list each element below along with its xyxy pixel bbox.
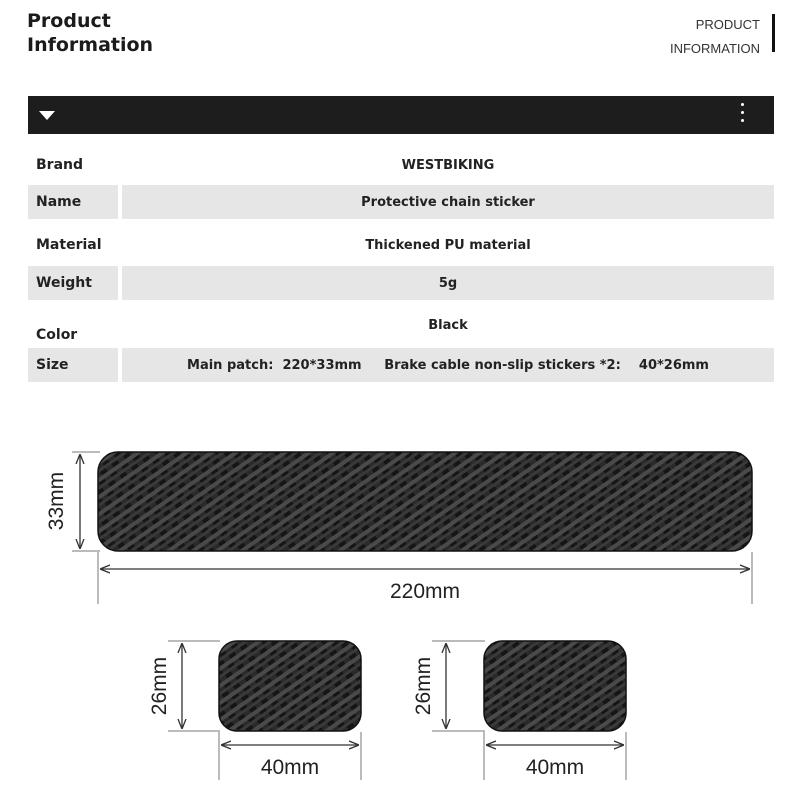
spec-value: Thickened PU material (365, 237, 531, 253)
spec-value: 5g (122, 266, 774, 300)
brake-sticker-2 (484, 641, 626, 731)
small1-height-label: 26mm (148, 656, 171, 716)
main-patch (98, 452, 752, 551)
small1-width-label: 40mm (260, 756, 320, 779)
small2-height-label: 26mm (412, 656, 435, 716)
main-width-label: 220mm (389, 580, 461, 603)
title-line-2: Information (27, 34, 154, 56)
spec-value: Protective chain sticker (122, 185, 774, 219)
small2-width-label: 40mm (525, 756, 585, 779)
brake-sticker-1 (219, 641, 361, 731)
spec-label: Weight (28, 266, 118, 300)
title-line-1: Product (27, 10, 111, 32)
spec-value: WESTBIKING (401, 157, 495, 173)
spec-label: Material (36, 237, 102, 253)
spec-label: Color (36, 327, 78, 343)
main-height-label: 33mm (45, 471, 68, 531)
spec-label: Name (28, 185, 118, 219)
spec-label: Brand (36, 157, 84, 173)
corner-line-2: INFORMATION (669, 41, 760, 56)
spec-value: Main patch: 220*33mm Brake cable non-slip stickers *2: 40*26mm (122, 348, 774, 382)
spec-label: Size (28, 348, 118, 382)
spec-value: Black (428, 318, 468, 333)
corner-line-1: PRODUCT (695, 17, 760, 32)
